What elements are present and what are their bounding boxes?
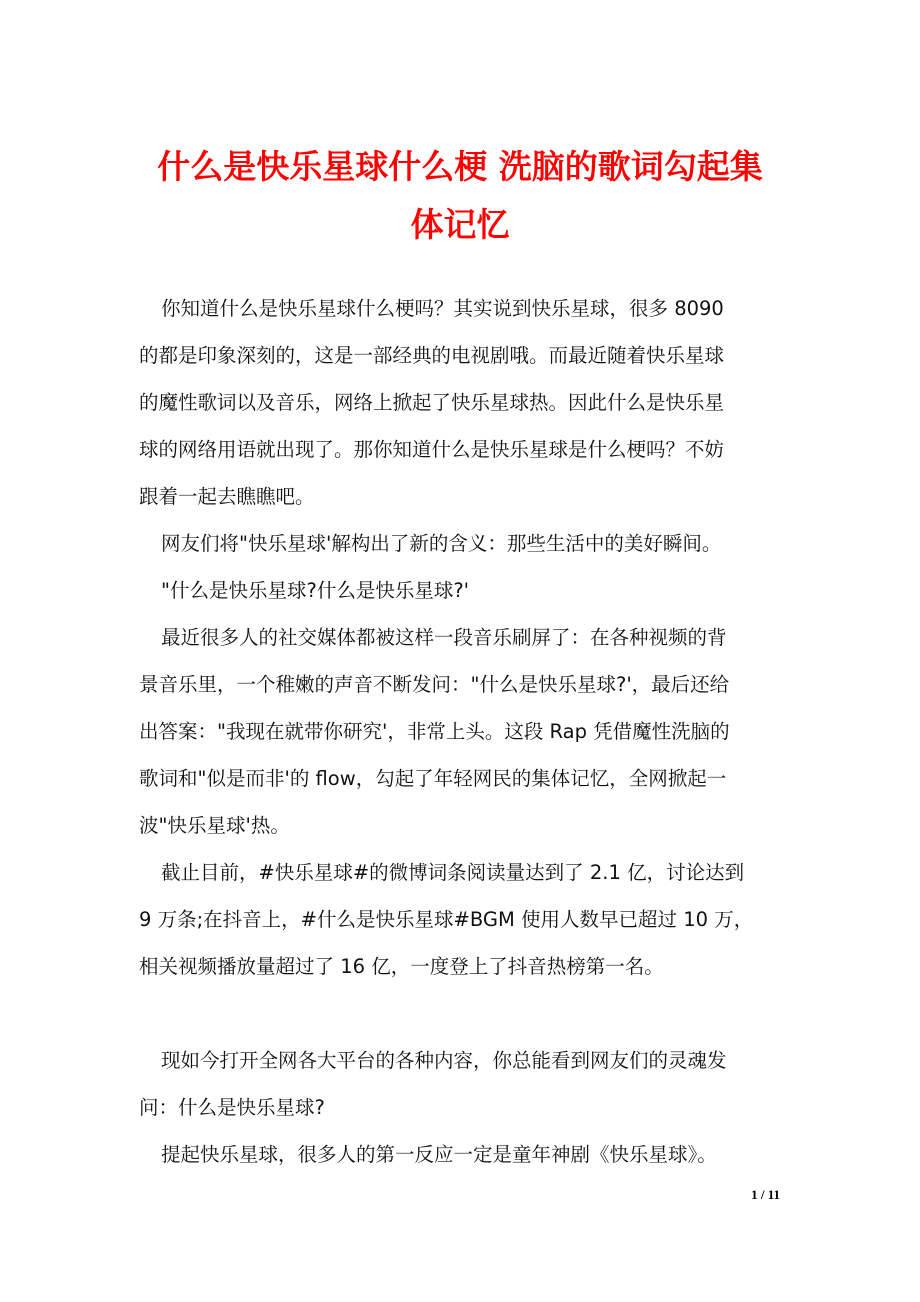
text-line: 提起快乐星球，很多人的第一反应一定是童年神剧《快乐星球》。 bbox=[161, 1143, 717, 1166]
text-line: "什么是快乐星球?什么是快乐星球?' bbox=[161, 579, 470, 602]
paragraph-childhood bbox=[139, 1131, 784, 1178]
text-line: 波"快乐星球'热。 bbox=[139, 814, 290, 837]
text-line: 最近很多人的社交媒体都被这样一段音乐刷屏了：在各种视频的背 bbox=[161, 626, 727, 649]
page-title bbox=[130, 138, 790, 254]
text-line: 的都是印象深刻的，这是一部经典的电视剧哦。而最近随着快乐星球 bbox=[139, 344, 725, 367]
page-indicator: 1 / 11 bbox=[751, 1187, 780, 1202]
text-line: 的魔性歌词以及音乐，网络上掀起了快乐星球热。因此什么是快乐星 bbox=[139, 391, 725, 414]
paragraph-intro bbox=[139, 285, 784, 520]
text-line: 景音乐里，一个稚嫩的声音不断发问："什么是快乐星球?'，最后还给 bbox=[139, 673, 730, 696]
paragraph-quote bbox=[139, 567, 784, 614]
article-body bbox=[139, 285, 784, 1178]
text-line: 出答案："我现在就带你研究'，非常上头。这段 Rap 凭借魔性洗脑的 bbox=[139, 720, 730, 743]
title-line: 什么是快乐星球什么梗 洗脑的歌词勾起集 bbox=[157, 147, 763, 186]
text-line: 跟着一起去瞧瞧吧。 bbox=[139, 485, 315, 508]
paragraph-stats bbox=[139, 849, 784, 990]
text-line: 网友们将"快乐星球'解构出了新的含义：那些生活中的美好瞬间。 bbox=[161, 532, 722, 555]
text-line: 9 万条;在抖音上，#什么是快乐星球#BGM 使用人数早已超过 10 万， bbox=[139, 908, 754, 931]
text-line: 问：什么是快乐星球? bbox=[139, 1096, 325, 1119]
title-line: 体记忆 bbox=[410, 205, 510, 244]
text-line: 球的网络用语就出现了。那你知道什么是快乐星球是什么梗吗？不妨 bbox=[139, 438, 725, 461]
paragraph-rap bbox=[139, 614, 784, 849]
paragraph-platforms bbox=[139, 1037, 784, 1131]
paragraph-spacer bbox=[139, 990, 784, 1037]
text-line: 截止目前，#快乐星球#的微博词条阅读量达到了 2.1 亿，讨论达到 bbox=[161, 861, 745, 884]
text-line: 你知道什么是快乐星球什么梗吗？其实说到快乐星球，很多 8090 bbox=[161, 297, 724, 320]
paragraph-meaning bbox=[139, 520, 784, 567]
text-line: 现如今打开全网各大平台的各种内容，你总能看到网友们的灵魂发 bbox=[161, 1049, 727, 1072]
text-line: 相关视频播放量超过了 16 亿，一度登上了抖音热榜第一名。 bbox=[139, 955, 664, 978]
text-line: 歌词和"似是而非'的 flow，勾起了年轻网民的集体记忆，全网掀起一 bbox=[139, 767, 727, 790]
